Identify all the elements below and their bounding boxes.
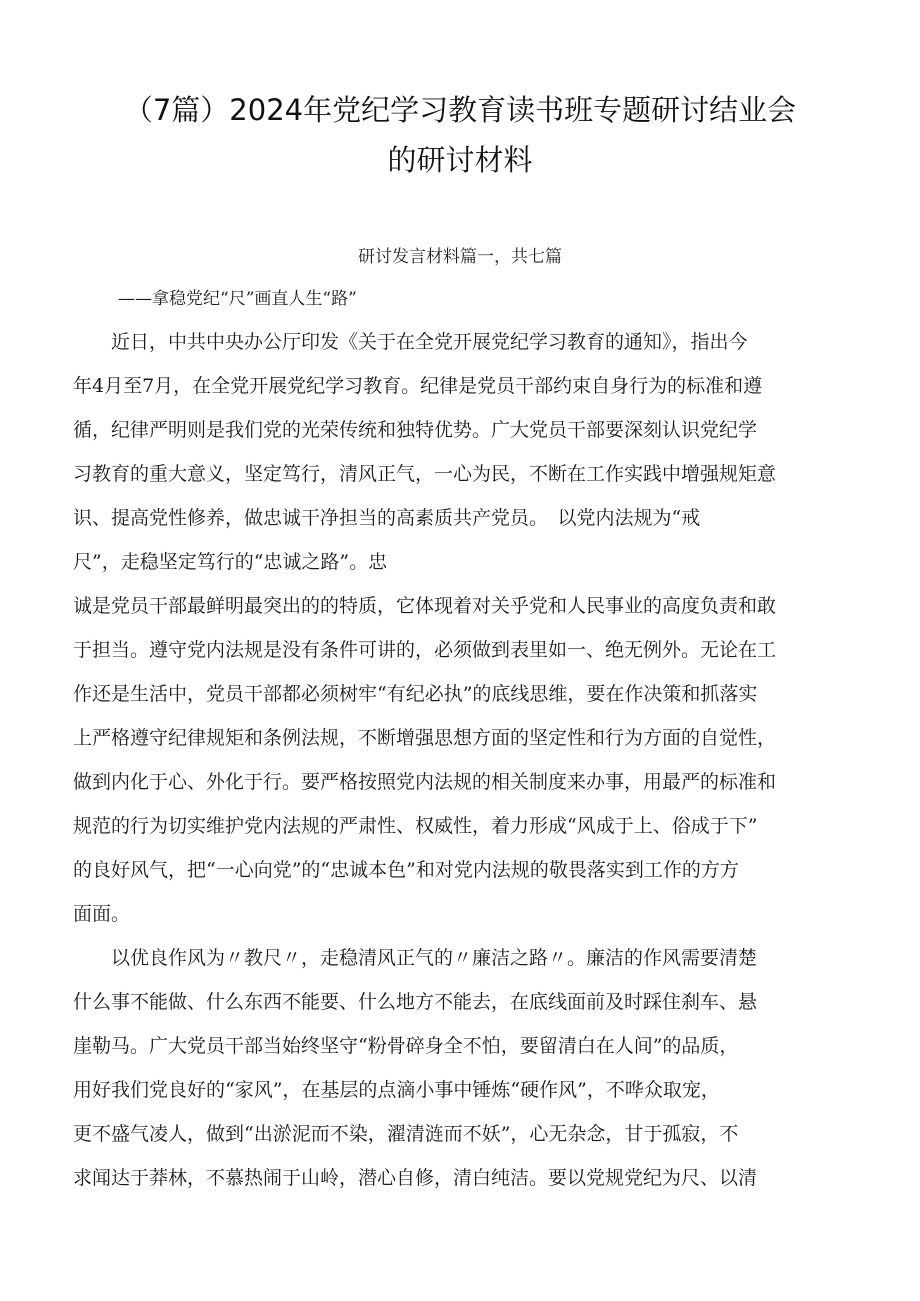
body-line: 以优良作风为〃教尺〃，走稳清风正气的〃廉洁之路〃。廉洁的作风需要清楚 xyxy=(73,947,758,969)
section-subtitle: ——拿稳党纪“尺”画直人生“路” xyxy=(118,289,357,309)
body-line: 崖勒马。广大党员干部当始终坚守“粉骨碎身全不怕，要留清白在人间”的品质， xyxy=(73,1035,739,1057)
body-line: 规范的行为切实维护党内法规的严肃性、权威性，着力形成“风成于上、俗成于下” xyxy=(73,815,758,837)
document-title-line-2: 的研讨材料 xyxy=(387,143,533,177)
body-line: 用好我们党良好的“家风”，在基层的点滴小事中锤炼“硬作风”，不哗众取宠， xyxy=(73,1079,720,1101)
body-line: 近日，中共中央办公厅印发《关于在全党开展党纪学习教育的通知》，指出今 xyxy=(73,331,748,353)
body-line: 上严格遵守纪律规矩和条例法规，不断增强思想方面的坚定性和行为方面的自觉性， xyxy=(73,727,777,749)
body-line: 面面。 xyxy=(73,903,131,925)
body-line: 识、提高党性修养，做忠诚干净担当的高素质共产党员。 以党内法规为“戒 xyxy=(73,507,701,529)
body-line: 年4月至7月，在全党开展党纪学习教育。纪律是党员干部约束自身行为的标准和遵 xyxy=(73,375,763,397)
document-title-line-1: （7篇）2024年党纪学习教育读书班专题研讨结业会 xyxy=(123,93,797,127)
body-line: 作还是生活中，党员干部都必须树牢“有纪必执”的底线思维，要在作决策和抓落实 xyxy=(73,683,758,705)
body-line: 求闻达于莽林，不慕热闹于山岭，潜心自修，清白纯洁。要以党规党纪为尺、以清 xyxy=(73,1167,758,1189)
section-heading: 研讨发言材料篇一，共七篇 xyxy=(358,247,562,267)
body-line: 的良好风气，把“一心向党”的“忠诚本色”和对党内法规的敬畏落实到工作的方方 xyxy=(73,859,739,881)
body-line: 做到内化于心、外化于行。要严格按照党内法规的相关制度来办事，用最严的标准和 xyxy=(73,771,777,793)
body-line: 习教育的重大意义，坚定笃行，清风正气，一心为民，不断在工作实践中增强规矩意 xyxy=(73,463,777,485)
body-line: 什么事不能做、什么东西不能要、什么地方不能去，在底线面前及时踩住刹车、悬 xyxy=(73,991,758,1013)
body-line: 尺”，走稳坚定笃行的“忠诚之路”。忠 xyxy=(73,551,388,573)
body-line: 循，纪律严明则是我们党的光荣传统和独特优势。广大党员干部要深刻认识党纪学 xyxy=(73,419,758,441)
body-line: 更不盛气凌人，做到“出淤泥而不染，濯清涟而不妖”，心无杂念，甘于孤寂，不 xyxy=(73,1123,739,1145)
body-line: 诚是党员干部最鲜明最突出的的特质，它体现着对关乎党和人民事业的高度负责和敢 xyxy=(73,595,777,617)
body-line: 于担当。遵守党内法规是没有条件可讲的，必须做到表里如一、绝无例外。无论在工 xyxy=(73,639,777,661)
